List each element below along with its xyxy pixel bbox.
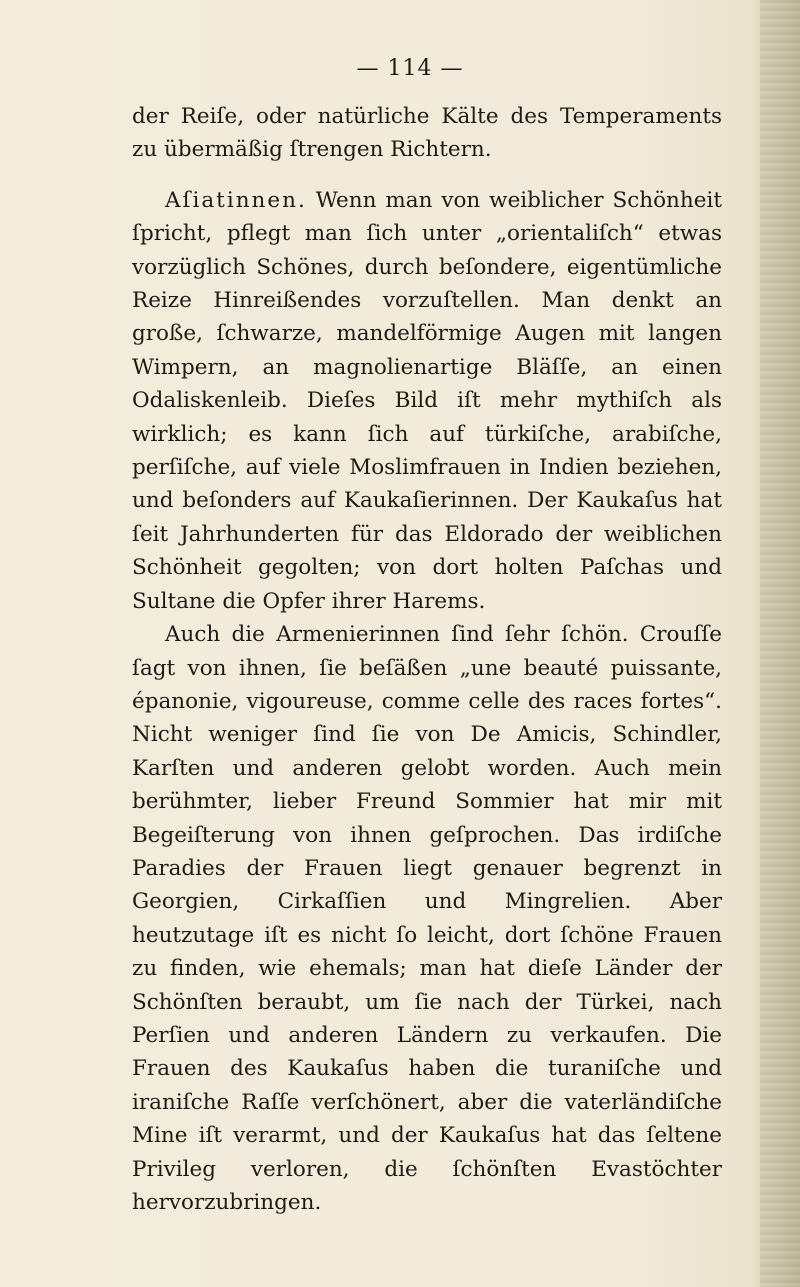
paragraph-text: Wenn man von weiblicher Schönheit ſpricht, pflegt man ſich unter „orientaliſch“ etwas vorzüglich Schönes, durch beſondere, eigentümliche Reize Hinreißendes vorzuſtellen. Man denkt an große, ſchwarze, mandelförmige Augen mit langen Wimpern, an magnolienartige Bläſſe, an einen Odaliskenleib. Dieſes Bild iſt mehr mythiſch als wirklich; es kann ſich auf türkiſche, arabiſche, perſiſche, auf viele Moslimfrauen in Indien beziehen, und beſonders auf Kaukaſierinnen. Der Kaukaſus hat ſeit Jahrhunderten für das Eldorado der weiblichen Schönheit gegolten; von dort holten Paſchas und Sultane die Opfer ihrer Harems.	[132, 187, 722, 614]
page-number: — 114 —	[356, 56, 464, 81]
paragraph-asiatinnen	[132, 184, 722, 618]
section-heading: Aſiatinnen.	[165, 187, 307, 213]
paragraph-armenierinnen: Auch die Armenierinnen ſind ſehr ſchön. Crouſſe ſagt von ihnen, ſie beſäßen „une beauté puissante, épanonie, vigoureuse, comme celle des races fortes“. Nicht weniger ſind ſie von De Amicis, Schindler, Karſten und anderen gelobt worden. Auch mein berühmter, lieber Freund Sommier hat mir mit Begeiſterung von ihnen geſprochen. Das irdiſche Paradies der Frauen liegt genauer begrenzt in Georgien, Cirkaſſien und Mingrelien. Aber heutzutage iſt es nicht ſo leicht, dort ſchöne Frauen zu finden, wie ehemals; man hat dieſe Länder der Schönſten beraubt, um ſie nach der Türkei, nach Perſien und anderen Ländern zu verkaufen. Die Frauen des Kaukaſus haben die turaniſche und iraniſche Raſſe verſchönert, aber die vaterländiſche Mine iſt verarmt, und der Kaukaſus hat das ſeltene Privileg verloren, die ſchönſten Evastöchter hervorzubringen.	[132, 622, 722, 1215]
body-text	[132, 100, 722, 1219]
paragraph-continuation: der Reiſe, oder natürliche Kälte des Temperaments zu übermäßig ſtrengen Richtern.	[132, 104, 722, 163]
page-edge	[760, 0, 800, 1287]
